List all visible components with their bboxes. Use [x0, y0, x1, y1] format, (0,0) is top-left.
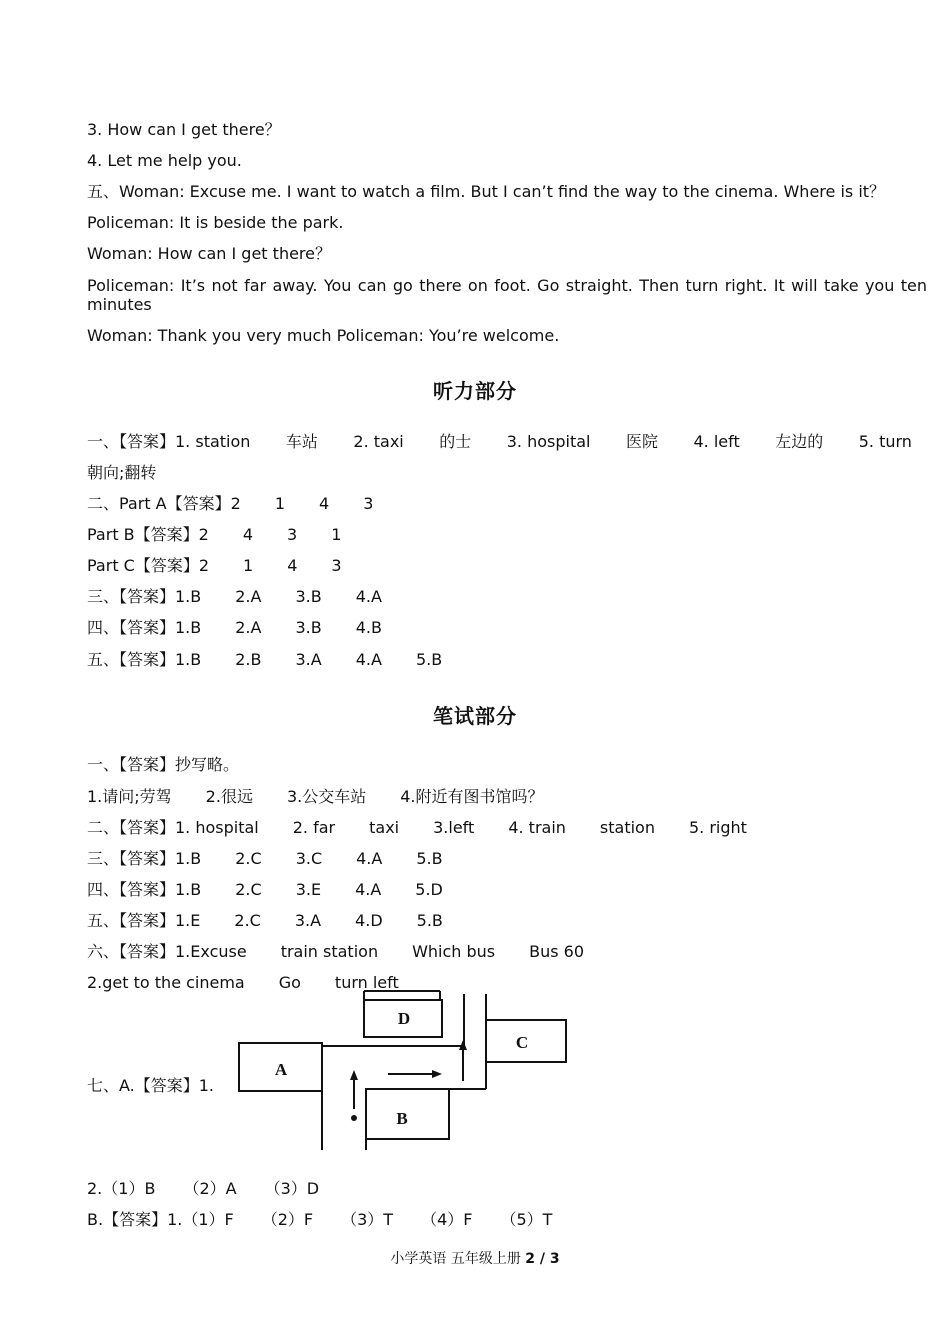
- answer-item: 2.B: [235, 650, 262, 669]
- answer-line: [87, 494, 373, 514]
- answer-item: Go: [278, 973, 301, 992]
- answer-item: 2.A: [235, 618, 262, 637]
- answer-line: 一、【答案】抄写略。: [87, 755, 240, 774]
- answer-item: （3）D: [264, 1179, 320, 1198]
- answer-line: 七、A.【答案】1.: [87, 1076, 215, 1095]
- answer-prefix: 二、【答案】1. hospital: [87, 818, 259, 837]
- answer-item: （4）F: [421, 1210, 473, 1229]
- answer-item: 左边的: [775, 432, 824, 451]
- answer-line: [87, 650, 442, 670]
- label-d: D: [397, 1009, 411, 1028]
- route-map: [228, 986, 588, 1154]
- section-title: 听力部分: [433, 379, 517, 403]
- section-title: 笔试部分: [433, 704, 517, 728]
- answer-prefix: B.【答案】1.（1）F: [87, 1210, 234, 1229]
- answer-item: 4.B: [355, 618, 382, 637]
- answer-item: 2. far: [292, 818, 336, 837]
- answer-item: 3.A: [295, 650, 322, 669]
- answer-item: 3: [331, 556, 342, 575]
- answer-item: 2.A: [235, 587, 262, 606]
- dialogue-line: Policeman: It’s not far away. You can go there on foot. Go straight. Then turn right. It will take you ten minutes: [87, 276, 927, 314]
- answer-line: [87, 1210, 552, 1230]
- dialogue-line: 五、Woman: Excuse me. I want to watch a film. But I can’t find the way to the cinema. Where is it？: [87, 182, 886, 201]
- answer-prefix: 五、【答案】1.E: [87, 911, 201, 930]
- answer-line: [87, 587, 382, 607]
- answer-prefix: 五、【答案】1.B: [87, 650, 202, 669]
- footer-subject: 小学英语 五年级上册: [390, 1251, 521, 1267]
- answer-item: 的士: [439, 432, 472, 451]
- answer-item: train station: [280, 942, 379, 961]
- answer-line: [87, 911, 443, 931]
- answer-item: （5）T: [500, 1210, 553, 1229]
- answer-item: 车站: [285, 432, 318, 451]
- answer-item: 4.A: [355, 587, 382, 606]
- answer-line: [87, 787, 544, 807]
- answer-item: 4.附近有图书馆吗？: [400, 787, 544, 806]
- answer-item: 医院: [625, 432, 658, 451]
- answer-item: 3.公交车站: [286, 787, 367, 806]
- answer-item: 2.C: [235, 849, 262, 868]
- answer-item: 2.C: [234, 911, 261, 930]
- answer-item: 4.A: [355, 880, 382, 899]
- answer-item: 1: [331, 525, 342, 544]
- answer-item: 3: [363, 494, 374, 513]
- answer-line: [87, 556, 342, 576]
- answer-item: 3. hospital: [506, 432, 591, 451]
- answer-item: 1: [243, 556, 254, 575]
- answer-item: 4.A: [355, 650, 382, 669]
- answer-prefix: 六、【答案】1.Excuse: [87, 942, 247, 961]
- answer-item: taxi: [369, 818, 400, 837]
- answer-prefix: 一、【答案】1. station: [87, 432, 251, 451]
- answer-line: [87, 880, 443, 900]
- page-footer: [0, 1248, 950, 1268]
- answer-item: 5.B: [415, 650, 443, 669]
- answer-item: 5. turn: [858, 432, 912, 451]
- answer-item: （2）F: [261, 1210, 314, 1229]
- answer-item: 4. left: [693, 432, 740, 451]
- answer-item: 3.left: [433, 818, 475, 837]
- answer-item: 4.D: [355, 911, 383, 930]
- answer-item: （2）A: [183, 1179, 237, 1198]
- dialogue-line: Woman: How can I get there？: [87, 244, 331, 263]
- dialogue-line: Policeman: It is beside the park.: [87, 213, 344, 232]
- answer-line: [87, 1179, 319, 1199]
- answer-item: turn left: [334, 973, 399, 992]
- answer-item: 3: [287, 525, 298, 544]
- answer-item: 2.很远: [205, 787, 253, 806]
- start-point-icon: [351, 1115, 357, 1121]
- answer-line: [87, 432, 912, 452]
- answer-item: 2. taxi: [353, 432, 404, 451]
- answer-item: 2.C: [235, 880, 262, 899]
- answer-item: 4: [242, 525, 254, 544]
- answer-line: [87, 818, 747, 838]
- answer-item: 4: [319, 494, 330, 513]
- answer-item: Which bus: [412, 942, 496, 961]
- answer-prefix: 三、【答案】1.B: [87, 849, 202, 868]
- dialogue-line: 3. How can I get there？: [87, 120, 281, 139]
- answer-prefix: 2.（1）B: [87, 1179, 156, 1198]
- answer-prefix: 四、【答案】1.B: [87, 618, 202, 637]
- dialogue-line: 4. Let me help you.: [87, 151, 242, 170]
- answer-item: 5. right: [688, 818, 747, 837]
- answer-item: 3.E: [295, 880, 322, 899]
- answer-prefix: 1.请问;劳驾: [87, 787, 172, 806]
- answer-line: 朝向;翻转: [87, 463, 157, 482]
- answer-prefix: Part B【答案】2: [87, 525, 209, 544]
- dialogue-line: Woman: Thank you very much Policeman: You’re welcome.: [87, 326, 560, 345]
- answer-item: 5.B: [416, 849, 443, 868]
- answer-item: 4: [287, 556, 298, 575]
- answer-item: 4.A: [356, 849, 383, 868]
- label-c: C: [515, 1033, 529, 1052]
- answer-item: 3.B: [295, 587, 322, 606]
- answer-line: [87, 618, 382, 638]
- label-b: B: [396, 1109, 408, 1128]
- answer-item: 3.C: [295, 849, 323, 868]
- answer-line: [87, 849, 443, 869]
- answer-item: 5.D: [415, 880, 443, 899]
- answer-item: 3.B: [295, 618, 322, 637]
- answer-item: Bus 60: [529, 942, 585, 961]
- answer-item: station: [599, 818, 655, 837]
- answer-item: （3）T: [341, 1210, 394, 1229]
- answer-prefix: 2.get to the cinema: [87, 973, 245, 992]
- page-number: 2 / 3: [525, 1251, 560, 1267]
- label-a: A: [274, 1060, 288, 1079]
- answer-prefix: 四、【答案】1.B: [87, 880, 202, 899]
- answer-prefix: 二、Part A【答案】2: [87, 494, 241, 513]
- answer-line: [87, 942, 584, 962]
- answer-prefix: Part C【答案】2: [87, 556, 210, 575]
- answer-item: 1: [274, 494, 285, 513]
- answer-line: [87, 525, 341, 545]
- answer-prefix: 三、【答案】1.B: [87, 587, 202, 606]
- answer-item: 4. train: [508, 818, 566, 837]
- answer-item: 3.A: [294, 911, 322, 930]
- answer-item: 5.B: [416, 911, 443, 930]
